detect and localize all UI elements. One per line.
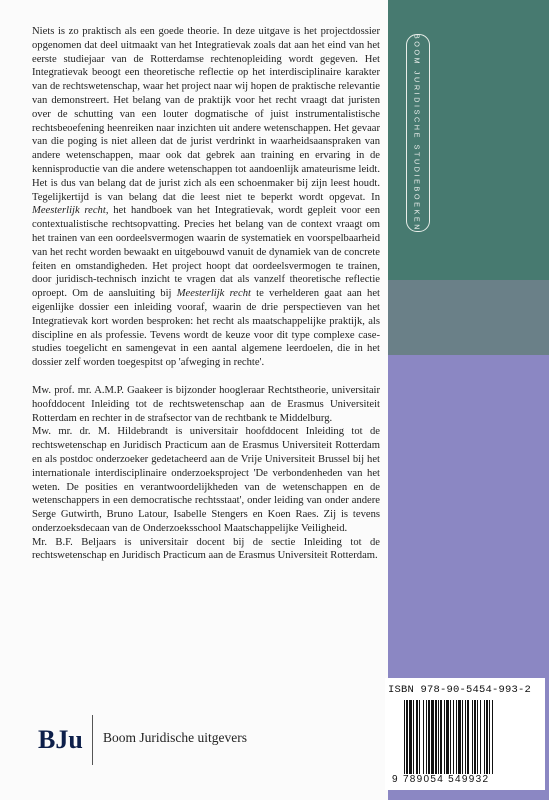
barcode-bar	[444, 700, 445, 774]
series-label: BOOM JURIDISCHE STUDIEBOEKEN	[412, 33, 422, 233]
author-bio: Mw. prof. mr. A.M.P. Gaakeer is bijzonder hoogleraar Rechtstheorie, universitair hoofddocent Inleiding tot de rechtswetenschap aan de Erasmus Universiteit Rotterdam en rechter in de strafsector van de rechtbank te Middelburg.	[32, 384, 380, 424]
barcode	[402, 700, 534, 774]
author-bio: Mw. mr. dr. M. Hildebrandt is universitair hoofddocent Inleiding tot de rechtswetenschap en Juridisch Practicum aan de Erasmus Universiteit Rotterdam en als postdoc onderzoeker gedetacheerd aan de Vrije Universiteit Brussel bij het internationale interdisciplinaire onderzoeksproject 'De verbondenheden van het weten. De posities en verantwoordelijkheden van de wetenschappen en de wetenschappers in een democratische rechtsstaat', onder leiding van onder andere Serge Gutwirth, Bruno Latour, Isabelle Stengers en Koen Raes. Zij is tevens onderzoeksdecaan van de Onderzoeksschool Maatschappelijke Veiligheid.	[32, 426, 380, 534]
barcode-bar	[406, 700, 408, 774]
barcode-bar	[404, 700, 405, 774]
barcode-bar	[484, 700, 485, 774]
back-cover-text	[32, 25, 380, 563]
author-bio: Mr. B.F. Beljaars is universitair docent bij de sectie Inleiding tot de rechtswetenschap en Juridisch Practicum aan de Erasmus Universiteit Rotterdam.	[32, 536, 380, 562]
barcode-bar	[435, 700, 437, 774]
barcode-bar	[440, 700, 442, 774]
barcode-bar	[472, 700, 473, 774]
barcode-bar	[419, 700, 420, 774]
color-band-middle	[388, 280, 549, 355]
publisher-name: Boom Juridische uitgevers	[103, 730, 247, 745]
barcode-bar	[416, 700, 418, 774]
barcode-bar	[423, 700, 424, 774]
book-title-italic: Meesterlijk recht	[176, 288, 251, 300]
barcode-bar	[467, 700, 469, 774]
barcode-bar	[486, 700, 488, 774]
blurb-paragraph	[32, 25, 380, 370]
barcode-bar	[458, 700, 461, 774]
barcode-bar	[409, 700, 412, 774]
barcode-bar	[438, 700, 439, 774]
barcode-bar	[456, 700, 457, 774]
logo-divider	[92, 715, 93, 765]
barcode-bar	[489, 700, 490, 774]
book-title-italic: Meesterlijk recht	[32, 205, 106, 217]
isbn-label: ISBN 978-90-5454-993-2	[388, 684, 532, 696]
barcode-bar	[480, 700, 481, 774]
barcode-bar	[453, 700, 454, 774]
barcode-bar	[426, 700, 427, 774]
barcode-bar	[446, 700, 449, 774]
blurb-text: te verhelderen gaat aan het eigenlijke dossier een inleiding vooraf, waarin de drie perspectieven van het Integratievak kort worden besproken: het recht als maatschappelijke praktijk, als discipline en als professie. Tevens wordt de keuze voor dit type complexe case-studies toegelicht en samengevat in een aantal algemene leerdoelen, die in het dossier zelf worden toegespitst op 'afweging in rechte'.	[32, 288, 380, 369]
publisher-logo	[36, 723, 86, 757]
blurb-text: Niets is zo praktisch als een goede theorie. In deze uitgave is het projectdossier opgenomen dat deel uitmaakt van het Integratievak zoals dat aan het eind van het eerste studiejaar van de Rotterdamse rechtenopleiding wordt gegeven. Het Integratievak beoogt een theoretische reflectie op het interdisciplinaire karakter van de rechtswetenschap, waar het project naar wij hopen de praktische relevantie van demonstreert. Het belang van de praktijk voor het recht vraagt dat juristen over de schutting van een louter dogmatische of juist instrumentalistische rechtsbeoefening heenreiken naar inzichten uit andere wetenschappen. Het gevaar van die poging is niet alleen dat de jurist verdrinkt in waarheidsaanspraken van andere wetenschappen, maar ook dat gebrek aan training en ervaring in de kennisproductie van die andere wetenschappen tot aandoenlijk amateurisme leidt. Het is dus van belang dat de jurist zich als een schoenmaker bij zijn leest houdt. Tegelijkertijd is van belang dat die leest niet te beperkt wordt opgevat. In	[32, 26, 380, 203]
barcode-bar	[428, 700, 430, 774]
barcode-bar	[462, 700, 463, 774]
barcode-bar	[474, 700, 476, 774]
barcode-bar	[413, 700, 414, 774]
barcode-bar	[492, 700, 493, 774]
barcode-bar	[465, 700, 466, 774]
barcode-digits: 9 789054 549932	[392, 774, 490, 785]
barcode-bar	[450, 700, 451, 774]
barcode-bar	[431, 700, 434, 774]
barcode-bar	[477, 700, 478, 774]
blurb-text: , het handboek van het Integratievak, wordt gepleit voor een contextualistische rechtsopvatting. Precies het belang van de context vraagt om het trainen van een oordeelsvermogen waarin de systematiek en voorspelbaarheid van het recht worden bewaakt en uitgebouwd vanuit de dynamiek van de concrete feiten en omstandigheden. Het project hoopt dat oordeelsvermogen te trainen, door juridisch-technisch inzicht te vragen dat als vanzelf theoretische reflectie oproept. Om de aansluiting bij	[32, 205, 380, 300]
publisher-logo-text: BJu	[38, 725, 83, 754]
